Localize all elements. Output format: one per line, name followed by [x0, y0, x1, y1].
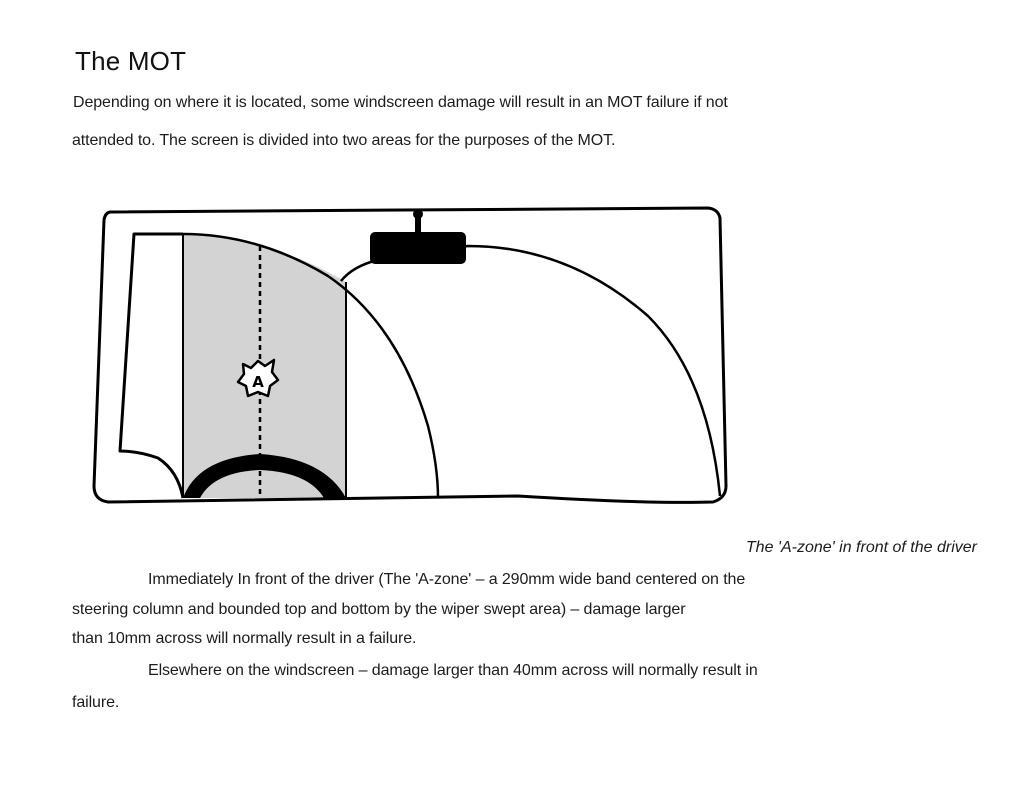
elsewhere-paragraph-line-1: Elsewhere on the windscreen – damage larger than 40mm across will normally result in	[148, 662, 758, 679]
a-zone-paragraph-line-3: than 10mm across will normally result in a failure.	[72, 630, 417, 647]
left-wiper-area-outline	[120, 234, 183, 498]
passenger-wiper-arc	[341, 246, 720, 496]
a-zone-paragraph-line-1: Immediately In front of the driver (The 'A-zone' – a 290mm wide band centered on the	[148, 571, 746, 588]
intro-text-line-1: Depending on where it is located, some windscreen damage will result in an MOT failure if not	[73, 94, 728, 111]
page-title: The MOT	[75, 46, 187, 76]
elsewhere-paragraph-line-2: failure.	[72, 694, 120, 711]
a-zone-paragraph-line-2: steering column and bounded top and bottom by the wiper swept area) – damage larger	[72, 601, 686, 618]
windscreen-diagram	[88, 196, 760, 520]
diagram-caption: The 'A-zone' in front of the driver	[745, 539, 977, 556]
rear-view-mirror-icon	[370, 232, 466, 264]
intro-text-line-2: attended to. The screen is divided into two areas for the purposes of the MOT.	[72, 132, 616, 149]
a-zone-label: A	[252, 373, 264, 391]
